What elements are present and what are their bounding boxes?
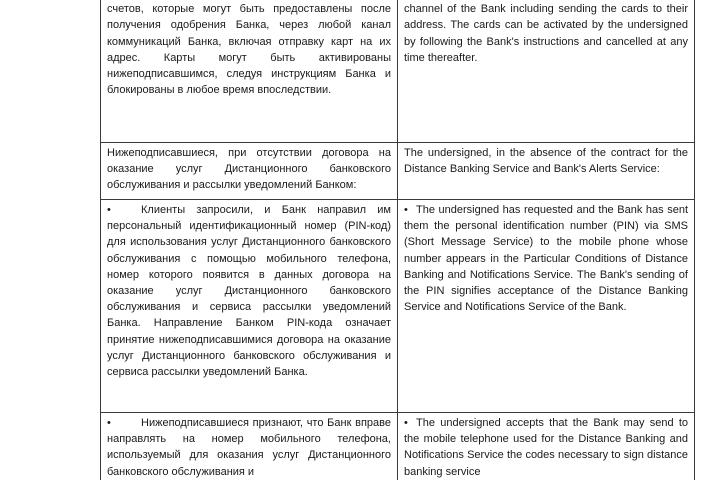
russian-text: Клиенты запросили, и Банк направил им персональный идентификационный номер (PIN-код) для использования услуг Дистанционного банковского обслуживания с помощью мобильного телефона, номер которого появится в данных договора на оказание услуг Дистанционного банковского обслуживания и сервиса рассылки уведомлений Банка. Направление Банком PIN-кода означает принятие нижеподписавшимися договора на оказание услуг Дистанционного банковского обслуживания и сервиса рассылки уведомлений Банка. xyxy=(107,204,391,379)
russian-cell xyxy=(101,200,398,413)
english-text: The undersigned has requested and the Bank has sent them the personal identification number (PIN) via SMS (Short Message Service) to the mobile phone whose number appears in the Particular Conditions of Distance Banking and Notifications Service. The Bank's sending of the PIN signifies acceptance of the Distance Banking Service and Notifications Service of the Bank. xyxy=(404,204,688,314)
bullet-icon: • xyxy=(107,417,111,429)
russian-text: Нижеподписавшиеся признают, что Банк вправе направлять на номер мобильного телефона, используемый для оказания услуг Дистанционного банковского обслуживания и xyxy=(107,417,391,478)
russian-cell xyxy=(101,0,398,143)
table-row xyxy=(101,0,695,143)
table-row xyxy=(101,413,695,480)
english-cell xyxy=(398,143,695,200)
bullet-icon: • xyxy=(107,204,111,216)
russian-cell xyxy=(101,413,398,480)
russian-cell xyxy=(101,143,398,200)
bullet-icon: • xyxy=(404,417,408,429)
russian-text: счетов, которые могут быть предоставлены после получения одобрения Банка, через любой канал коммуникаций Банка, включая отправку карт на их адрес. Карты могут быть активированы нижеподписавшимся, следуя инструкциям Банка и блокированы в любое время впоследствии. xyxy=(107,3,391,97)
bilingual-terms-table xyxy=(100,0,695,480)
english-cell xyxy=(398,0,695,143)
english-text: channel of the Bank including sending the cards to their address. The cards can be activated by the undersigned by following the Bank's instructions and cancelled at any time thereafter. xyxy=(404,3,688,64)
table-row xyxy=(101,200,695,413)
english-cell xyxy=(398,200,695,413)
english-text: The undersigned accepts that the Bank may send to the mobile telephone used for the Distance Banking and Notifications Service the codes necessary to sign distance banking service xyxy=(404,417,688,478)
bullet-icon: • xyxy=(404,204,408,216)
table-row xyxy=(101,143,695,200)
russian-text: Нижеподписавшиеся, при отсутствии договора на оказание услуг Дистанционного банковского обслуживания и рассылки уведомлений Банком: xyxy=(107,147,391,192)
english-text: The undersigned, in the absence of the contract for the Distance Banking Service and Bank's Alerts Service: xyxy=(404,147,688,176)
english-cell xyxy=(398,413,695,480)
